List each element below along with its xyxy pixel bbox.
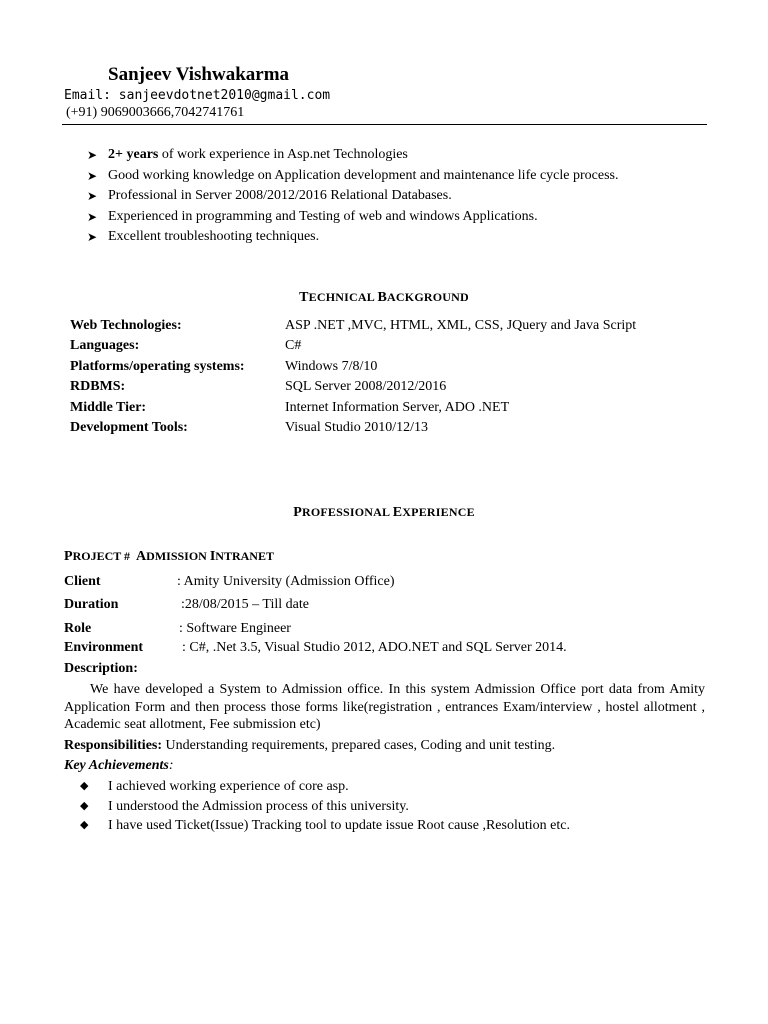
- field-value: : Amity University (Admission Office): [177, 574, 395, 589]
- diamond-bullet-icon: ◆: [80, 780, 89, 792]
- diamond-bullet-icon: ◆: [80, 799, 89, 812]
- summary-highlight: 2+ years: [108, 147, 159, 162]
- achievement-item: [80, 777, 570, 797]
- tech-row: [70, 357, 730, 377]
- achievement-text: I have used Ticket(Issue) Tracking tool to update issue Root cause ,Resolution etc.: [108, 818, 570, 834]
- tech-value: SQL Server 2008/2012/2016: [285, 379, 447, 395]
- summary-text: of work experience in Asp.net Technologies: [158, 147, 408, 162]
- arrow-bullet-icon: ➤: [87, 168, 98, 183]
- tech-row: [70, 377, 730, 397]
- responsibilities-line: [64, 738, 555, 754]
- tech-key: Development Tools:: [70, 419, 188, 435]
- project-title: PROJECT # ADMISSION INTRANET: [64, 549, 274, 564]
- tech-row: [70, 398, 730, 418]
- achievement-text: I understood the Admission process of this university.: [108, 798, 409, 814]
- summary-item: [87, 145, 727, 166]
- tech-value: ASP .NET ,MVC, HTML, XML, CSS, JQuery and Java Script: [285, 318, 637, 333]
- field-label: Environment: [64, 640, 144, 655]
- achievements-list: [80, 777, 570, 836]
- client-field: [64, 574, 395, 590]
- tech-key: Web Technologies:: [70, 318, 182, 333]
- header-divider: [62, 124, 707, 125]
- achievement-item: [80, 797, 570, 817]
- summary-list: [87, 145, 727, 248]
- responsibilities-label: Responsibilities:: [64, 738, 163, 753]
- arrow-bullet-icon: ➤: [87, 148, 98, 162]
- key-achievements-label: Key Achievements:: [64, 758, 174, 773]
- tech-key: RDBMS:: [70, 379, 126, 395]
- tech-value: C#: [285, 338, 302, 354]
- field-value: :28/08/2015 – Till date: [181, 597, 309, 612]
- field-label: Role: [64, 621, 92, 636]
- field-value: : C#, .Net 3.5, Visual Studio 2012, ADO.NET and SQL Server 2014.: [182, 640, 567, 655]
- summary-item: [87, 166, 727, 187]
- candidate-name: Sanjeev Vishwakarma: [108, 64, 290, 85]
- arrow-bullet-icon: ➤: [87, 230, 98, 245]
- summary-item: [87, 186, 727, 207]
- summary-item: [87, 227, 727, 248]
- summary-item: [87, 207, 727, 228]
- summary-text: Excellent troubleshooting techniques.: [108, 229, 320, 245]
- description-label: Description:: [64, 661, 138, 676]
- tech-key: Middle Tier:: [70, 399, 147, 415]
- professional-experience-heading: PROFESSIONAL EXPERIENCE: [293, 505, 475, 520]
- field-label: Duration: [64, 597, 119, 612]
- field-label: Client: [64, 574, 101, 589]
- tech-value: Internet Information Server, ADO .NET: [285, 399, 510, 415]
- phone-line: (+91) 9069003666,7042741761: [66, 105, 245, 120]
- tech-row: [70, 316, 730, 336]
- arrow-bullet-icon: ➤: [87, 209, 98, 224]
- email-line: Email: sanjeevdotnet2010@gmail.com: [64, 88, 331, 103]
- arrow-bullet-icon: ➤: [87, 189, 98, 204]
- summary-text: Experienced in programming and Testing of web and windows Applications.: [108, 208, 538, 224]
- achievement-item: [80, 816, 570, 836]
- tech-value: Windows 7/8/10: [285, 358, 378, 374]
- responsibilities-text: Understanding requirements, prepared cases, Coding and unit testing.: [162, 738, 556, 753]
- description-paragraph: We have developed a System to Admission office. In this system Admission Office port data from Amity Application Form and then process those forms like(registration , entrances Exam/interview , hostel allotment , Academic seat allotment, Fee submission etc): [64, 682, 705, 732]
- duration-field: [64, 597, 309, 613]
- summary-text: Good working knowledge on Application development and maintenance life cycle process.: [108, 167, 619, 183]
- environment-field: [64, 640, 567, 656]
- tech-key: Platforms/operating systems:: [70, 358, 245, 374]
- achievement-text: I achieved working experience of core asp.: [108, 779, 349, 794]
- tech-value: Visual Studio 2010/12/13: [285, 419, 429, 435]
- technical-background-table: [70, 316, 730, 438]
- diamond-bullet-icon: ◆: [80, 819, 89, 832]
- technical-background-heading: TECHNICAL BACKGROUND: [299, 290, 469, 305]
- tech-key: Languages:: [70, 338, 140, 354]
- field-value: : Software Engineer: [179, 621, 291, 636]
- tech-row: [70, 418, 730, 438]
- tech-row: [70, 336, 730, 356]
- role-field: [64, 621, 291, 637]
- summary-text: Professional in Server 2008/2012/2016 Relational Databases.: [108, 188, 452, 204]
